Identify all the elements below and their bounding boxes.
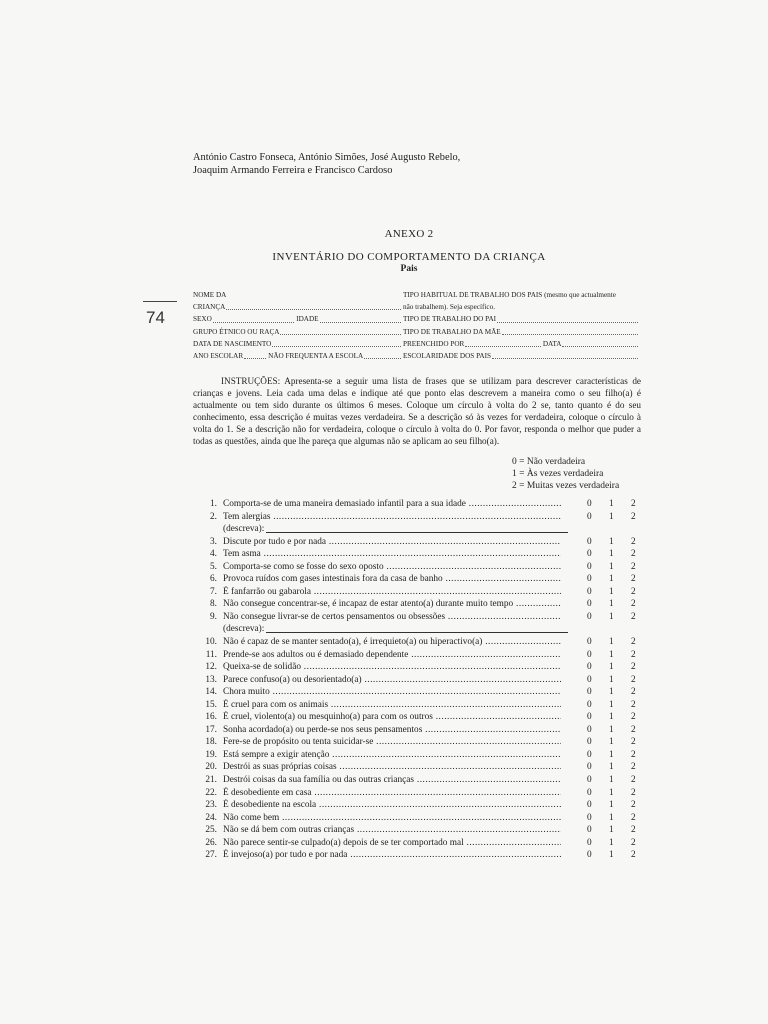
option-2[interactable]: 2	[631, 586, 636, 597]
item-number: 19.	[205, 749, 217, 760]
option-1[interactable]: 1	[609, 637, 614, 648]
item-number: 17.	[205, 724, 217, 735]
item-number: 25.	[205, 825, 217, 836]
option-1[interactable]: 1	[609, 812, 614, 823]
option-0[interactable]: 0	[587, 649, 592, 660]
item-text: É cruel, violento(a) ou mesquinho(a) para com os outros .....	[223, 711, 561, 724]
option-0[interactable]: 0	[587, 800, 592, 811]
field-tipo-mae[interactable]	[502, 326, 638, 335]
describe-input[interactable]	[266, 623, 568, 633]
questionnaire-item	[193, 849, 641, 862]
annex-heading: ANEXO 2	[384, 228, 434, 240]
label-tipo-pais: TIPO HABITUAL DE TRABALHO DOS PAIS (mesmo que actualmente	[403, 291, 616, 299]
option-1[interactable]: 1	[609, 775, 614, 786]
option-0[interactable]: 0	[587, 762, 592, 773]
item-text: Tem alergias .....	[223, 511, 561, 524]
questionnaire-item	[193, 611, 641, 624]
label-data-nascimento: DATA DE NASCIMENTO	[193, 339, 272, 348]
questionnaire-item	[193, 636, 641, 649]
questionnaire-item	[193, 561, 641, 574]
field-crianca[interactable]	[226, 301, 401, 310]
option-1[interactable]: 1	[609, 499, 614, 509]
option-0[interactable]: 0	[587, 775, 592, 786]
item-text: É cruel para com os animais .....	[223, 699, 561, 712]
item-text: Tem asma .....	[223, 548, 561, 561]
option-2[interactable]: 2	[631, 637, 636, 648]
option-2[interactable]: 2	[631, 599, 636, 610]
field-sexo[interactable]	[213, 313, 294, 322]
label-nao-frequenta: NÃO FREQUENTA A ESCOLA	[268, 352, 364, 361]
item-text: Queixa-se de solidão .....	[223, 661, 561, 674]
questionnaire-item	[193, 812, 641, 825]
option-1[interactable]: 1	[609, 586, 614, 597]
option-1[interactable]: 1	[609, 699, 614, 710]
item-text: Está sempre a exigir atenção .....	[223, 749, 561, 762]
item-text: Fere-se de propósito ou tenta suicidar-se .....	[223, 736, 561, 749]
option-1[interactable]: 1	[609, 825, 614, 836]
authors	[193, 151, 460, 177]
label-tipo-pai: TIPO DE TRABALHO DO PAI	[403, 315, 497, 324]
item-text: É fanfarrão ou gabarola .....	[223, 586, 561, 599]
option-0[interactable]: 0	[587, 499, 592, 509]
questionnaire-items	[193, 498, 641, 862]
option-0[interactable]: 0	[587, 687, 592, 698]
questionnaire-item	[193, 649, 641, 662]
label-data: DATA	[542, 339, 562, 348]
item-number: 2.	[210, 511, 217, 522]
label-escolaridade: ESCOLARIDADE DOS PAIS	[403, 352, 491, 361]
scale-1: 1 = Às vezes verdadeira	[512, 469, 604, 480]
option-2[interactable]: 2	[631, 749, 636, 760]
item-number: 5.	[210, 561, 217, 572]
option-2[interactable]: 2	[631, 649, 636, 660]
questionnaire-item	[193, 736, 641, 749]
item-number: 1.	[210, 499, 217, 509]
option-2[interactable]: 2	[631, 737, 636, 748]
option-0[interactable]: 0	[587, 825, 592, 836]
item-number: 6.	[210, 574, 217, 585]
item-number: 12.	[205, 662, 217, 673]
item-text: Discute por tudo e por nada .....	[223, 536, 561, 549]
option-1[interactable]: 1	[609, 737, 614, 748]
option-0[interactable]: 0	[587, 699, 592, 710]
option-2[interactable]: 2	[631, 561, 636, 572]
field-idade[interactable]	[320, 313, 401, 322]
option-1[interactable]: 1	[609, 762, 614, 773]
field-tipo-pai[interactable]	[497, 313, 638, 322]
scale-0: 0 = Não verdadeira	[512, 457, 586, 467]
questionnaire-item	[193, 837, 641, 850]
questionnaire-item	[193, 686, 641, 699]
item-number: 20.	[205, 762, 217, 773]
option-2[interactable]: 2	[631, 674, 636, 685]
item-text: É invejoso(a) por tudo e por nada .....	[223, 849, 561, 862]
label-crianca: CRIANÇA	[193, 303, 226, 312]
option-0[interactable]: 0	[587, 611, 592, 622]
questionnaire-item	[193, 598, 641, 611]
describe-line	[193, 623, 641, 636]
option-1[interactable]: 1	[609, 561, 614, 572]
option-0[interactable]: 0	[587, 536, 592, 547]
option-0[interactable]: 0	[587, 749, 592, 760]
questionnaire-item	[193, 724, 641, 737]
page-number-rule	[143, 301, 177, 302]
option-2[interactable]: 2	[631, 687, 636, 698]
questionnaire-item	[193, 711, 641, 724]
option-2[interactable]: 2	[631, 536, 636, 547]
option-2[interactable]: 2	[631, 762, 636, 773]
item-number: 16.	[205, 712, 217, 723]
questionnaire-item	[193, 699, 641, 712]
option-1[interactable]: 1	[609, 837, 614, 848]
item-number: 3.	[210, 536, 217, 547]
field-preenchido[interactable]	[465, 338, 541, 347]
option-0[interactable]: 0	[587, 837, 592, 848]
document-title: INVENTÁRIO DO COMPORTAMENTO DA CRIANÇA	[272, 251, 546, 263]
item-number: 23.	[205, 800, 217, 811]
questionnaire-item	[193, 548, 641, 561]
item-number: 9.	[210, 611, 217, 622]
field-data-nascimento[interactable]	[272, 338, 401, 347]
item-number: 11.	[205, 649, 217, 660]
option-2[interactable]: 2	[631, 549, 636, 560]
option-0[interactable]: 0	[587, 674, 592, 685]
item-number: 8.	[210, 599, 217, 610]
questionnaire-item	[193, 674, 641, 687]
option-2[interactable]: 2	[631, 800, 636, 811]
option-0[interactable]: 0	[587, 812, 592, 823]
option-2[interactable]: 2	[631, 724, 636, 735]
option-2[interactable]: 2	[631, 611, 636, 622]
item-text: Não se dá bem com outras crianças .....	[223, 824, 561, 837]
option-1[interactable]: 1	[609, 724, 614, 735]
item-text: Não parece sentir-se culpado(a) depois de se ter comportado mal .....	[223, 837, 561, 850]
option-1[interactable]: 1	[609, 674, 614, 685]
item-text: Não come bem .....	[223, 812, 561, 825]
item-text: É desobediente em casa .....	[223, 787, 561, 800]
option-0[interactable]: 0	[587, 637, 592, 648]
field-ano-escolar[interactable]	[244, 350, 266, 359]
label-sexo: SEXO	[193, 315, 212, 324]
item-text: É desobediente na escola .....	[223, 799, 561, 812]
item-text: Destrói as suas próprias coisas .....	[223, 761, 561, 774]
option-0[interactable]: 0	[587, 586, 592, 597]
questionnaire-item	[193, 749, 641, 762]
item-text: Comporta-se de uma maneira demasiado infantil para a sua idade .....	[223, 498, 561, 511]
option-1[interactable]: 1	[609, 850, 614, 861]
option-1[interactable]: 1	[609, 574, 614, 585]
option-2[interactable]: 2	[631, 850, 636, 861]
label-nao-trabalhem: não trabalhem). Seja específico.	[403, 303, 495, 312]
page-number: 74	[146, 308, 165, 327]
item-number: 10.	[205, 637, 217, 648]
option-0[interactable]: 0	[587, 787, 592, 798]
child-info-form	[193, 289, 640, 362]
instructions-paragraph	[193, 375, 641, 448]
option-2[interactable]: 2	[631, 787, 636, 798]
option-0[interactable]: 0	[587, 511, 592, 522]
item-number: 7.	[210, 586, 217, 597]
option-1[interactable]: 1	[609, 611, 614, 622]
item-text: Não é capaz de se manter sentado(a), é irrequieto(a) ou hiperactivo(a) .....	[223, 636, 561, 649]
option-1[interactable]: 1	[609, 649, 614, 660]
option-1[interactable]: 1	[609, 549, 614, 560]
option-2[interactable]: 2	[631, 775, 636, 786]
questionnaire-item	[193, 774, 641, 787]
label-grupo: GRUPO ÉTNICO OU RAÇA	[193, 327, 280, 336]
document-subtitle: Pais	[400, 264, 418, 274]
item-text: Provoca ruídos com gases intestinais fora da casa de banho .....	[223, 573, 561, 586]
option-1[interactable]: 1	[609, 511, 614, 522]
field-grupo[interactable]	[280, 326, 401, 335]
option-0[interactable]: 0	[587, 724, 592, 735]
item-number: 24.	[205, 812, 217, 823]
questionnaire-item	[193, 586, 641, 599]
option-0[interactable]: 0	[587, 561, 592, 572]
questionnaire-item	[193, 799, 641, 812]
option-2[interactable]: 2	[631, 812, 636, 823]
item-text: Prende-se aos adultos ou é demasiado dependente .....	[223, 649, 561, 662]
authors-line-2: Joaquim Armando Ferreira e Francisco Cardoso	[193, 165, 393, 176]
option-1[interactable]: 1	[609, 599, 614, 610]
option-1[interactable]: 1	[609, 787, 614, 798]
questionnaire-item	[193, 761, 641, 774]
option-1[interactable]: 1	[609, 662, 614, 673]
option-1[interactable]: 1	[609, 687, 614, 698]
option-0[interactable]: 0	[587, 574, 592, 585]
option-1[interactable]: 1	[609, 800, 614, 811]
item-text: Não consegue livrar-se de certos pensamentos ou obsessões .....	[223, 611, 561, 624]
questionnaire-item	[193, 787, 641, 800]
field-nao-frequenta[interactable]	[364, 350, 401, 359]
option-0[interactable]: 0	[587, 850, 592, 861]
describe-input[interactable]	[266, 523, 568, 533]
item-text: Chora muito .....	[223, 686, 561, 699]
option-2[interactable]: 2	[631, 511, 636, 522]
option-1[interactable]: 1	[609, 749, 614, 760]
option-1[interactable]: 1	[609, 712, 614, 723]
item-text: Comporta-se como se fosse do sexo oposto .....	[223, 561, 561, 574]
field-data[interactable]	[562, 338, 638, 347]
item-number: 26.	[205, 837, 217, 848]
describe-label: (descreva):	[223, 624, 265, 635]
questionnaire-item	[193, 536, 641, 549]
item-number: 14.	[205, 687, 217, 698]
option-2[interactable]: 2	[631, 699, 636, 710]
item-number: 13.	[205, 674, 217, 685]
describe-label: (descreva):	[223, 524, 265, 535]
option-2[interactable]: 2	[631, 837, 636, 848]
option-0[interactable]: 0	[587, 599, 592, 610]
option-2[interactable]: 2	[631, 662, 636, 673]
field-escolaridade[interactable]	[492, 350, 638, 359]
item-number: 27.	[205, 850, 217, 861]
item-text: Destrói coisas da sua família ou das outras crianças .....	[223, 774, 561, 787]
item-text: Parece confuso(a) ou desorientado(a) .....	[223, 674, 561, 687]
questionnaire-item	[193, 573, 641, 586]
instructions-text: INSTRUÇÕES: Apresenta-se a seguir uma lista de frases que se utilizam para descrever características de crianças e jovens. Leia cada uma delas e indique até que ponto elas descrevem a maneira como o seu filho(a) é actualmente ou tem sido durante os últimos 6 meses. Coloque um círculo à volta do 2 se, tanto quanto é do seu conhecimento, essa descrição é muitas vezes verdadeira. Se a descrição só às vezes for verdadeira, coloque o círculo à volta do 1. Se a descrição não for verdadeira, coloque o círculo à volta do 0. Por favor, responda o melhor que puder a todas as questões, ainda que lhe pareça que algumas não se aplicam ao seu filho(a).	[193, 376, 641, 447]
authors-line-1: António Castro Fonseca, António Simões, José Augusto Rebelo,	[193, 152, 461, 163]
option-2[interactable]: 2	[631, 499, 636, 509]
questionnaire-item	[193, 824, 641, 837]
rating-scale-legend	[512, 456, 619, 493]
item-number: 4.	[210, 549, 217, 560]
label-ano-escolar: ANO ESCOLAR	[193, 352, 244, 361]
questionnaire-item	[193, 511, 641, 524]
option-0[interactable]: 0	[587, 712, 592, 723]
item-text: Sonha acordado(a) ou perde-se nos seus pensamentos .....	[223, 724, 561, 737]
label-nome-da: NOME DA	[193, 291, 227, 299]
option-2[interactable]: 2	[631, 712, 636, 723]
item-number: 15.	[205, 699, 217, 710]
questionnaire-item	[193, 661, 641, 674]
label-tipo-mae: TIPO DE TRABALHO DA MÃE	[403, 327, 501, 336]
questionnaire-item	[193, 498, 641, 511]
option-0[interactable]: 0	[587, 737, 592, 748]
describe-line	[193, 523, 641, 536]
option-1[interactable]: 1	[609, 536, 614, 547]
label-preenchido: PREENCHIDO POR	[403, 339, 465, 348]
scale-2: 2 = Muitas vezes verdadeira	[512, 481, 620, 492]
item-number: 22.	[205, 787, 217, 798]
option-0[interactable]: 0	[587, 662, 592, 673]
label-idade: IDADE	[296, 315, 319, 324]
option-2[interactable]: 2	[631, 574, 636, 585]
option-0[interactable]: 0	[587, 549, 592, 560]
option-2[interactable]: 2	[631, 825, 636, 836]
item-number: 21.	[205, 775, 217, 786]
item-number: 18.	[205, 737, 217, 748]
item-text: Não consegue concentrar-se, é incapaz de estar atento(a) durante muito tempo .....	[223, 598, 561, 611]
